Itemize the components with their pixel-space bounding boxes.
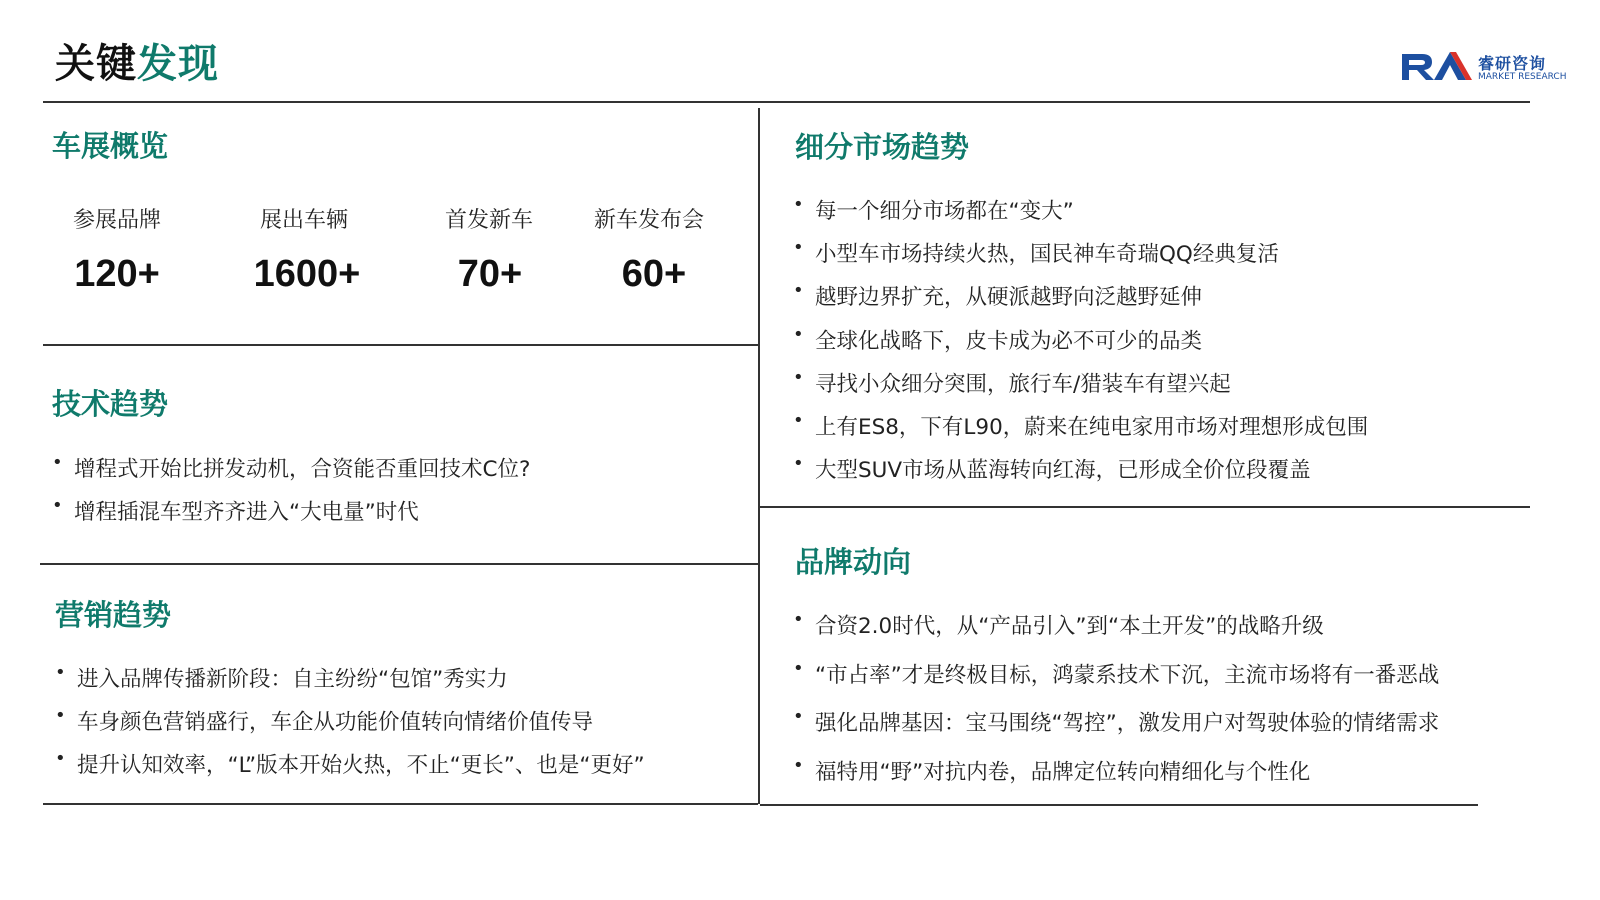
list-item-text: 每一个细分市场都在“变大”	[815, 199, 1074, 224]
list-item-text: 增程插混车型齐齐进入“大电量”时代	[74, 500, 419, 525]
header-divider	[43, 101, 1530, 103]
list-item-text: 越野边界扩充，从硬派越野向泛越野延伸	[815, 285, 1203, 311]
tech-list	[52, 452, 531, 538]
left-bottom-divider	[43, 803, 758, 805]
list-item	[793, 409, 1369, 453]
list-item-text: 车身颜色营销盛行，车企从功能价值转向情绪价值传导	[77, 710, 594, 735]
stat-value-vehicles: 1600+	[253, 253, 361, 295]
tech-title: 技术趋势	[52, 387, 169, 421]
list-item-text: 福特用“野”对抗内卷，品牌定位转向精细化与个性化	[815, 759, 1311, 785]
stat-value-debuts: 70+	[457, 253, 523, 295]
list-item	[793, 754, 1439, 804]
list-item-text: 大型SUV市场从蓝海转向红海，已形成全价位段覆盖	[815, 458, 1311, 484]
brand-list	[793, 609, 1440, 803]
marketing-title: 营销趋势	[55, 598, 172, 632]
list-item	[793, 609, 1439, 658]
ra-logo-mark	[1400, 48, 1476, 82]
list-item-text: 提升认知效率，“L”版本开始火热，不止“更长”、也是“更好”	[77, 753, 645, 778]
logo-name-cn: 睿研咨询	[1478, 54, 1547, 73]
bullet-icon: •	[793, 453, 804, 475]
list-item-text: 强化品牌基因：宝马围绕“驾控”，激发用户对驾驶体验的情绪需求	[815, 711, 1440, 736]
overview-title: 车展概览	[52, 129, 169, 163]
bullet-icon: •	[52, 495, 63, 516]
list-item	[55, 748, 645, 791]
marketing-list	[55, 662, 645, 791]
segment-divider	[760, 506, 1530, 508]
list-item	[55, 705, 645, 748]
logo-name-en: MARKET RESEARCH	[1478, 72, 1567, 82]
list-item	[793, 366, 1368, 410]
list-item-text: 上有ES8，下有L90，蔚来在纯电家用市场对理想形成包围	[815, 414, 1369, 440]
list-item	[793, 323, 1368, 367]
list-item-text: 进入品牌传播新阶段：自主纷纷“包馆”秀实力	[77, 667, 508, 692]
list-item	[793, 237, 1368, 280]
bullet-icon: •	[793, 609, 804, 630]
brand-title: 品牌动向	[795, 545, 912, 579]
bullet-icon: •	[793, 409, 804, 431]
bullet-icon: •	[793, 754, 804, 776]
list-item	[793, 194, 1368, 237]
list-item-text: “市占率”才是终极目标，鸿蒙系技术下沉，主流市场将有一番恶战	[815, 662, 1440, 688]
bullet-icon: •	[793, 657, 804, 679]
list-item	[52, 495, 530, 538]
stat-label-brands: 参展品牌	[72, 208, 161, 233]
stat-label-vehicles: 展出车辆	[259, 208, 348, 233]
page-title	[55, 32, 219, 89]
bullet-icon: •	[793, 194, 804, 215]
bullet-icon: •	[793, 237, 804, 259]
company-logo	[1400, 48, 1570, 88]
page-title-part1: 关键	[55, 41, 137, 87]
bullet-icon: •	[793, 706, 804, 727]
bullet-icon: •	[793, 366, 804, 388]
stat-value-brands: 120+	[74, 253, 160, 295]
list-item-text: 寻找小众细分突围，旅行车/猎装车有望兴起	[815, 371, 1231, 397]
segment-title: 细分市场趋势	[795, 130, 970, 164]
stat-label-launches: 新车发布会	[593, 208, 704, 233]
segment-list	[793, 194, 1369, 496]
bullet-icon: •	[793, 323, 804, 345]
list-item	[55, 662, 645, 705]
bullet-icon: •	[793, 280, 804, 302]
list-item	[793, 280, 1368, 323]
list-item	[793, 657, 1440, 707]
list-item	[793, 706, 1440, 755]
bullet-icon: •	[55, 748, 66, 769]
list-item	[52, 452, 531, 495]
right-bottom-divider	[760, 804, 1478, 806]
overview-divider	[43, 344, 758, 346]
center-divider	[758, 108, 760, 804]
page-title-part2: 发现	[137, 41, 219, 87]
list-item	[793, 453, 1368, 496]
list-item-text: 小型车市场持续火热，国民神车奇瑞QQ经典复活	[815, 242, 1279, 268]
list-item-text: 全球化战略下，皮卡成为必不可少的品类	[815, 328, 1203, 354]
stat-label-debuts: 首发新车	[444, 208, 533, 233]
list-item-text: 增程式开始比拼发动机，合资能否重回技术C位?	[74, 457, 531, 482]
bullet-icon: •	[55, 662, 66, 683]
list-item-text: 合资2.0时代，从“产品引入”到“本土开发”的战略升级	[815, 614, 1324, 639]
bullet-icon: •	[52, 452, 63, 473]
tech-divider	[40, 563, 758, 565]
stat-value-launches: 60+	[621, 253, 687, 295]
bullet-icon: •	[55, 705, 66, 726]
